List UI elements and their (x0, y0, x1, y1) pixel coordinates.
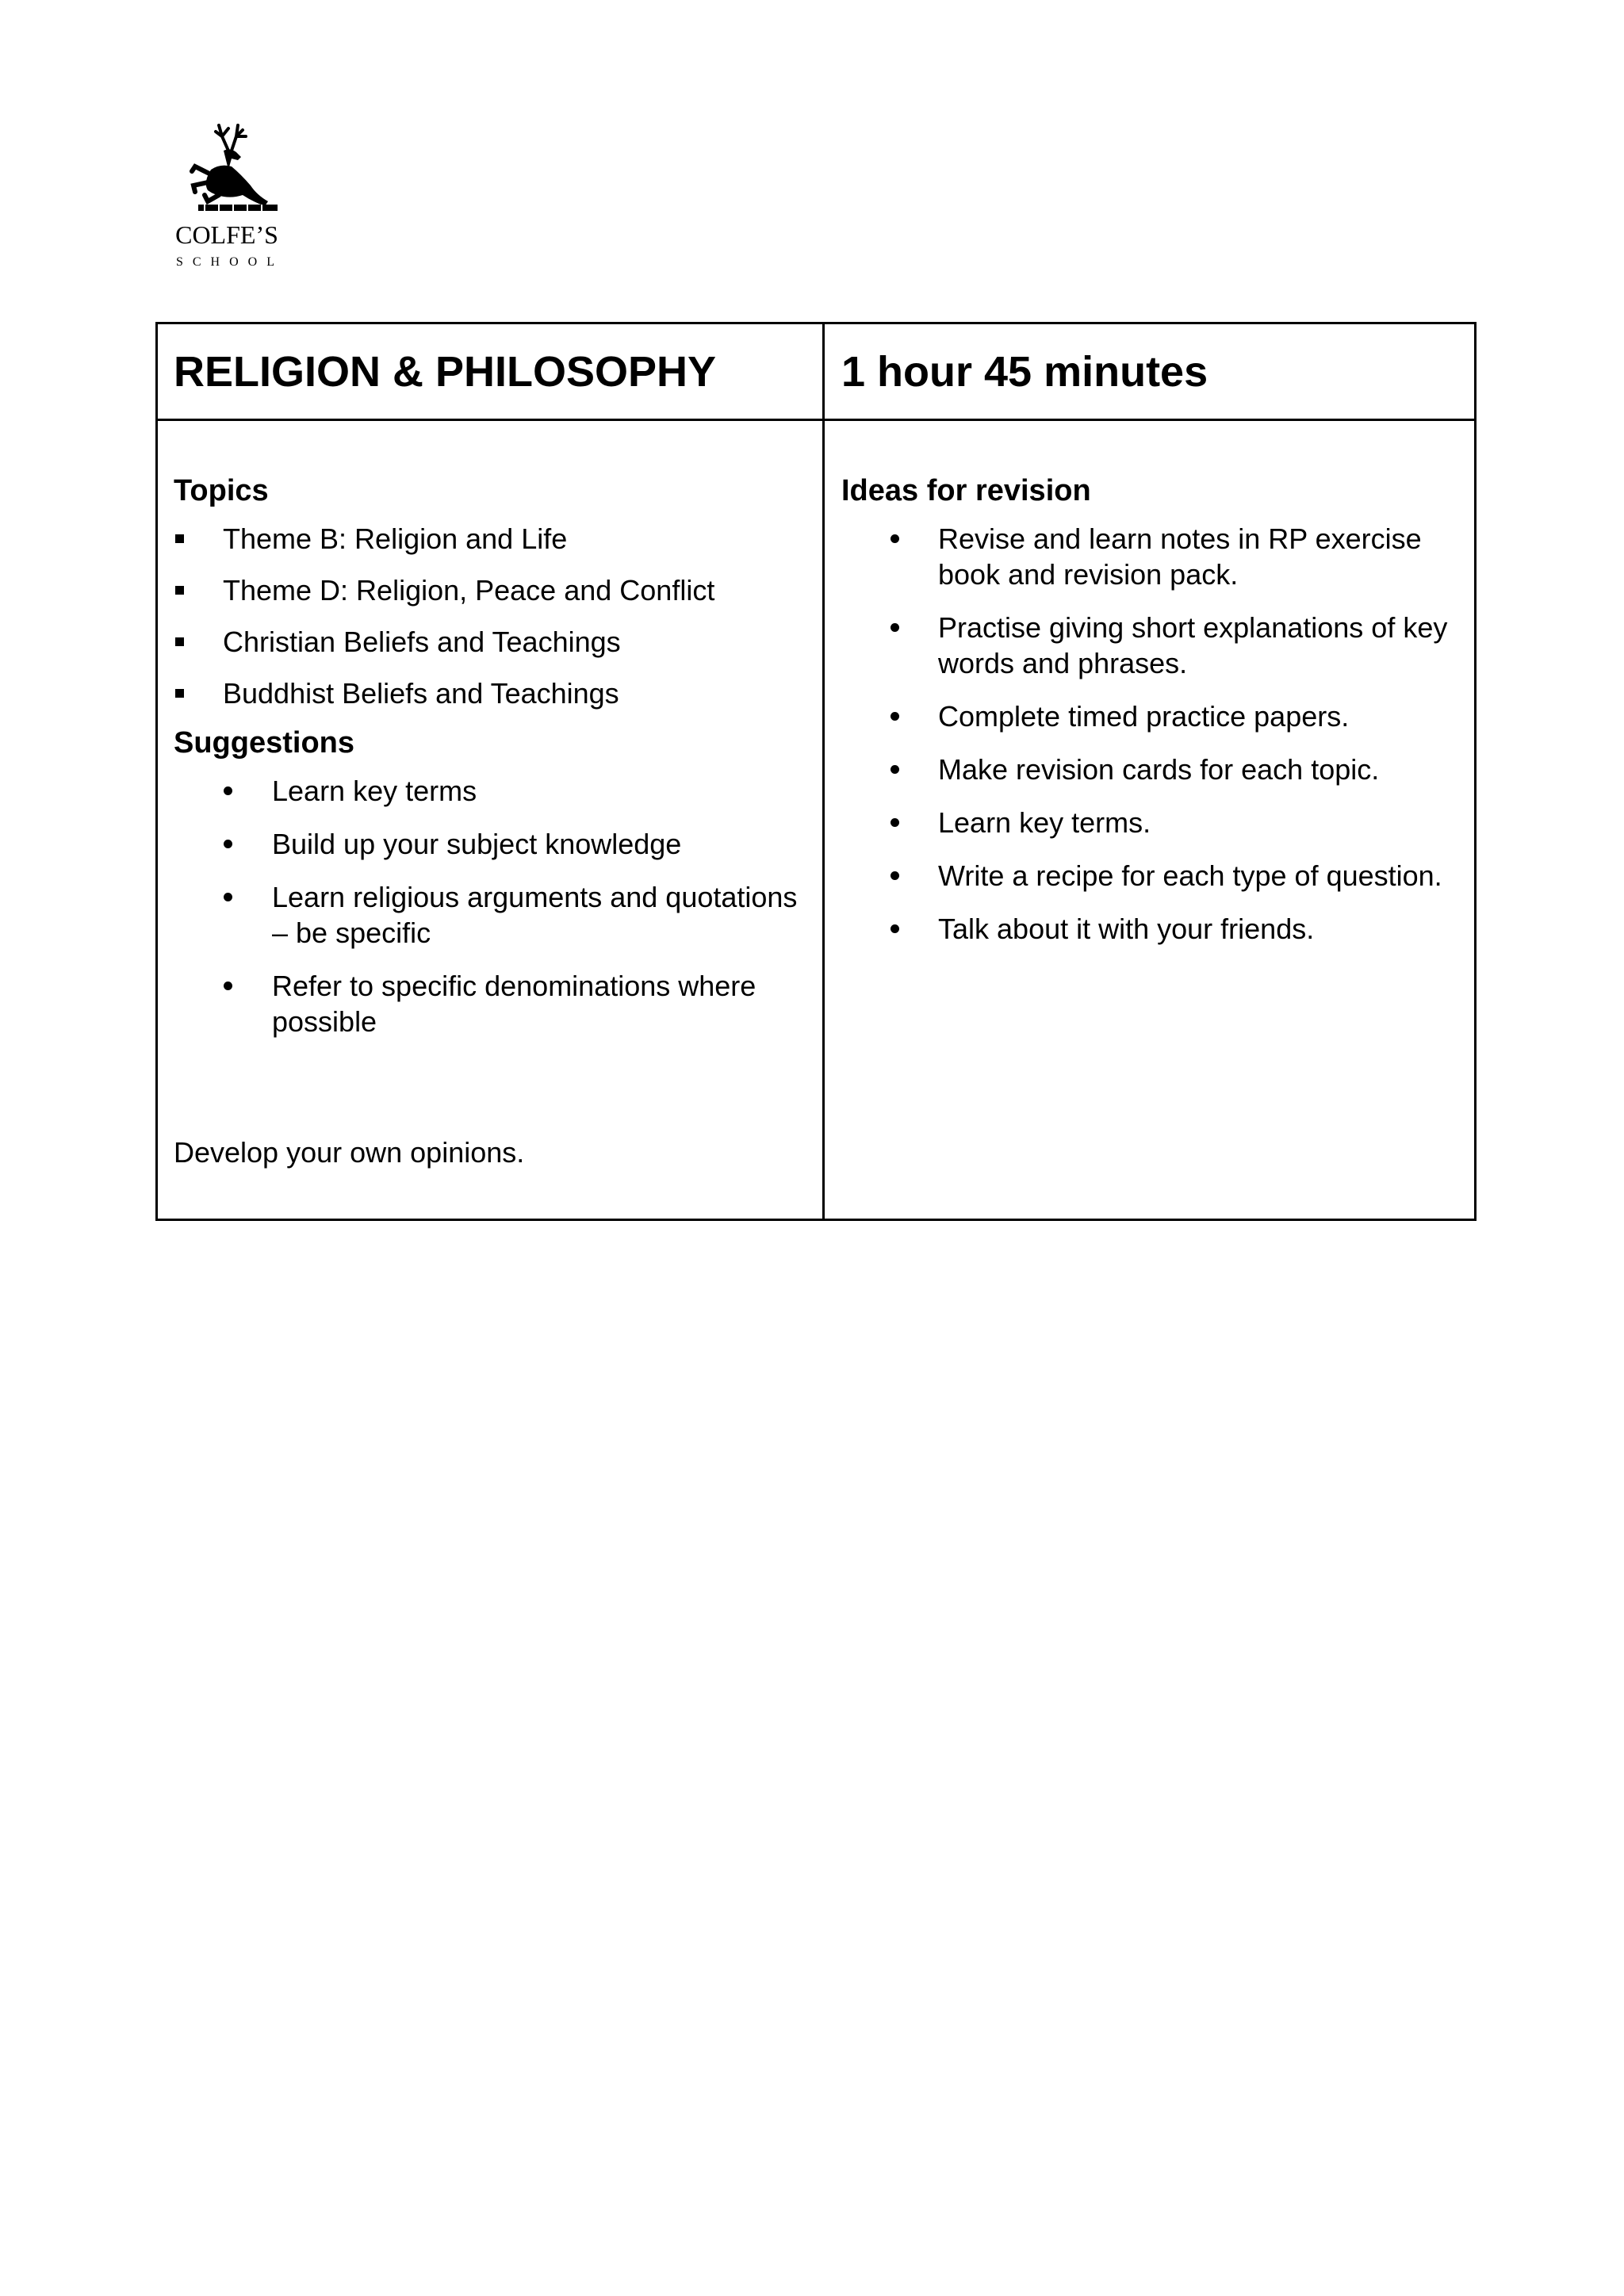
logo-subtitle: SCHOOL (175, 255, 284, 269)
round-bullet-icon (224, 982, 232, 990)
round-bullet-icon (891, 765, 899, 774)
round-bullet-icon (891, 534, 899, 543)
list-item (174, 773, 808, 809)
round-bullet-icon (891, 623, 899, 632)
suggestions-list (174, 773, 808, 1039)
topics-list (174, 521, 808, 711)
list-item (841, 610, 1468, 681)
closing-note: Develop your own opinions. (174, 1136, 525, 1169)
idea-text: Make revision cards for each topic. (938, 753, 1380, 786)
idea-text: Complete timed practice papers. (938, 700, 1350, 733)
topic-text: Buddhist Beliefs and Teachings (223, 677, 619, 710)
left-column (174, 472, 808, 1057)
square-bullet-icon (175, 637, 184, 646)
list-item (841, 698, 1468, 734)
topic-text: Theme B: Religion and Life (223, 522, 568, 555)
suggestion-text: Learn religious arguments and quotations – be specific (272, 881, 798, 949)
list-item (841, 752, 1468, 787)
idea-text: Revise and learn notes in RP exercise book and revision pack. (938, 522, 1422, 591)
round-bullet-icon (891, 818, 899, 827)
idea-text: Learn key terms. (938, 806, 1151, 839)
list-item (174, 624, 808, 660)
list-item (841, 911, 1468, 947)
list-item (841, 858, 1468, 894)
list-item (174, 826, 808, 862)
logo-name: COLFE’S (175, 220, 278, 249)
round-bullet-icon (224, 786, 232, 795)
column-divider (822, 324, 825, 1219)
suggestion-text: Refer to specific denominations where possible (272, 970, 756, 1038)
list-item (841, 521, 1468, 592)
suggestion-text: Build up your subject knowledge (272, 828, 682, 860)
suggestion-text: Learn key terms (272, 775, 477, 807)
leaping-stag-icon (163, 119, 290, 218)
list-item (174, 675, 808, 711)
list-item (174, 879, 808, 951)
suggestions-heading: Suggestions (174, 726, 355, 760)
round-bullet-icon (224, 840, 232, 848)
square-bullet-icon (175, 534, 184, 543)
table-header-row (158, 324, 1474, 421)
topics-heading: Topics (174, 474, 269, 507)
square-bullet-icon (175, 689, 184, 698)
ideas-heading: Ideas for revision (841, 474, 1091, 507)
revision-table (155, 322, 1477, 1221)
idea-text: Talk about it with your friends. (938, 913, 1315, 945)
list-item (174, 521, 808, 557)
topic-text: Christian Beliefs and Teachings (223, 626, 621, 658)
school-logo (163, 119, 298, 277)
round-bullet-icon (891, 871, 899, 880)
ideas-list (841, 521, 1468, 947)
round-bullet-icon (891, 712, 899, 721)
round-bullet-icon (224, 893, 232, 901)
subject-title: RELIGION & PHILOSOPHY (174, 348, 717, 396)
exam-duration: 1 hour 45 minutes (841, 348, 1208, 396)
right-column (841, 472, 1468, 964)
list-item (174, 572, 808, 608)
list-item (174, 968, 808, 1039)
idea-text: Write a recipe for each type of question. (938, 859, 1442, 892)
round-bullet-icon (891, 924, 899, 933)
square-bullet-icon (175, 586, 184, 595)
topic-text: Theme D: Religion, Peace and Conflict (223, 574, 715, 607)
idea-text: Practise giving short explanations of key words and phrases. (938, 611, 1448, 679)
list-item (841, 805, 1468, 840)
